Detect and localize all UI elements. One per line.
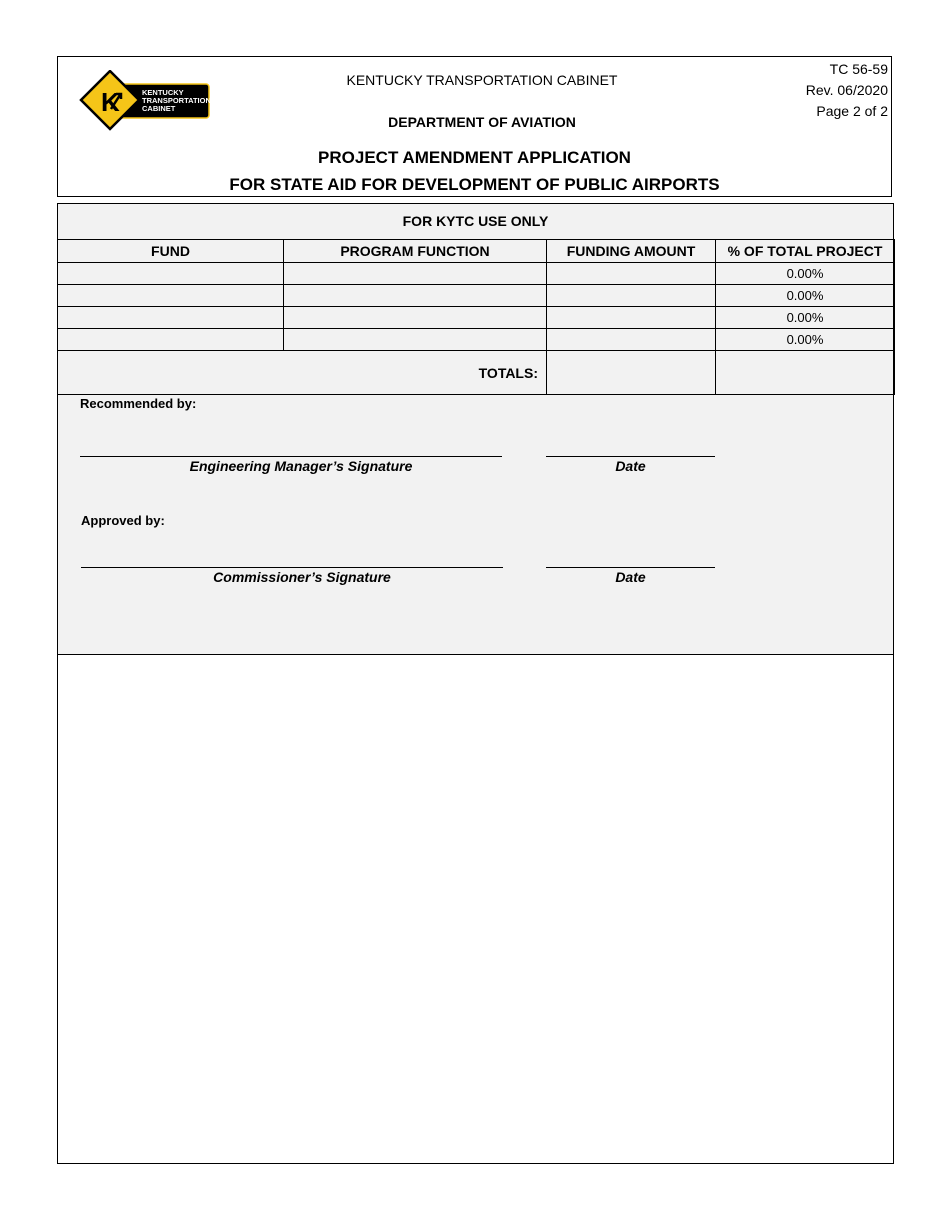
department-name: DEPARTMENT OF AVIATION xyxy=(388,114,576,130)
approved-by-label: Approved by: xyxy=(81,513,165,528)
engineering-signature-line[interactable] xyxy=(80,456,502,457)
approved-date-caption: Date xyxy=(615,569,646,585)
kytc-use-only-caption: FOR KYTC USE ONLY xyxy=(402,213,549,229)
percent-cell: 0.00% xyxy=(716,263,895,285)
totals-amount-cell[interactable] xyxy=(547,351,716,395)
percent-cell: 0.00% xyxy=(716,307,895,329)
agency-name: KENTUCKY TRANSPORTATION CABINET xyxy=(346,72,618,88)
svg-text:K: K xyxy=(101,87,120,117)
fund-cell[interactable] xyxy=(58,307,284,329)
funding-table xyxy=(57,239,895,395)
program-function-cell[interactable] xyxy=(284,285,547,307)
table-row xyxy=(58,263,895,285)
column-header-program-function: PROGRAM FUNCTION xyxy=(284,240,547,263)
totals-row xyxy=(58,351,895,395)
column-header-percent-total: % OF TOTAL PROJECT xyxy=(716,240,895,263)
funding-amount-cell[interactable] xyxy=(547,307,716,329)
column-header-fund: FUND xyxy=(58,240,284,263)
commissioner-signature-line[interactable] xyxy=(81,567,503,568)
logo-line-1: KENTUCKY xyxy=(142,88,184,97)
engineering-signature-caption: Engineering Manager’s Signature xyxy=(189,458,413,474)
fund-cell[interactable] xyxy=(58,285,284,307)
percent-cell: 0.00% xyxy=(716,329,895,351)
page-number: Page 2 of 2 xyxy=(816,103,888,119)
recommended-date-line[interactable] xyxy=(546,456,715,457)
kytc-logo xyxy=(79,70,211,132)
program-function-cell[interactable] xyxy=(284,329,547,351)
totals-percent-cell xyxy=(716,351,895,395)
form-number: TC 56-59 xyxy=(829,61,888,77)
fund-cell[interactable] xyxy=(58,329,284,351)
form-title-line-2: FOR STATE AID FOR DEVELOPMENT OF PUBLIC AIRPORTS xyxy=(229,175,720,194)
funding-amount-cell[interactable] xyxy=(547,263,716,285)
program-function-cell[interactable] xyxy=(284,307,547,329)
logo-line-3: CABINET xyxy=(142,104,176,113)
table-row xyxy=(58,329,895,351)
form-title-line-1: PROJECT AMENDMENT APPLICATION xyxy=(318,148,631,167)
table-row xyxy=(58,307,895,329)
table-row xyxy=(58,285,895,307)
blank-content-box xyxy=(57,654,894,1164)
funding-amount-cell[interactable] xyxy=(547,329,716,351)
percent-cell: 0.00% xyxy=(716,285,895,307)
column-header-funding-amount: FUNDING AMOUNT xyxy=(547,240,716,263)
approved-date-line[interactable] xyxy=(546,567,715,568)
commissioner-signature-caption: Commissioner’s Signature xyxy=(213,569,391,585)
logo-line-2: TRANSPORTATION xyxy=(142,96,211,105)
recommended-by-label: Recommended by: xyxy=(80,396,197,411)
funding-amount-cell[interactable] xyxy=(547,285,716,307)
program-function-cell[interactable] xyxy=(284,263,547,285)
form-revision: Rev. 06/2020 xyxy=(805,82,888,98)
fund-cell[interactable] xyxy=(58,263,284,285)
recommended-date-caption: Date xyxy=(615,458,646,474)
totals-label: TOTALS: xyxy=(58,351,547,395)
